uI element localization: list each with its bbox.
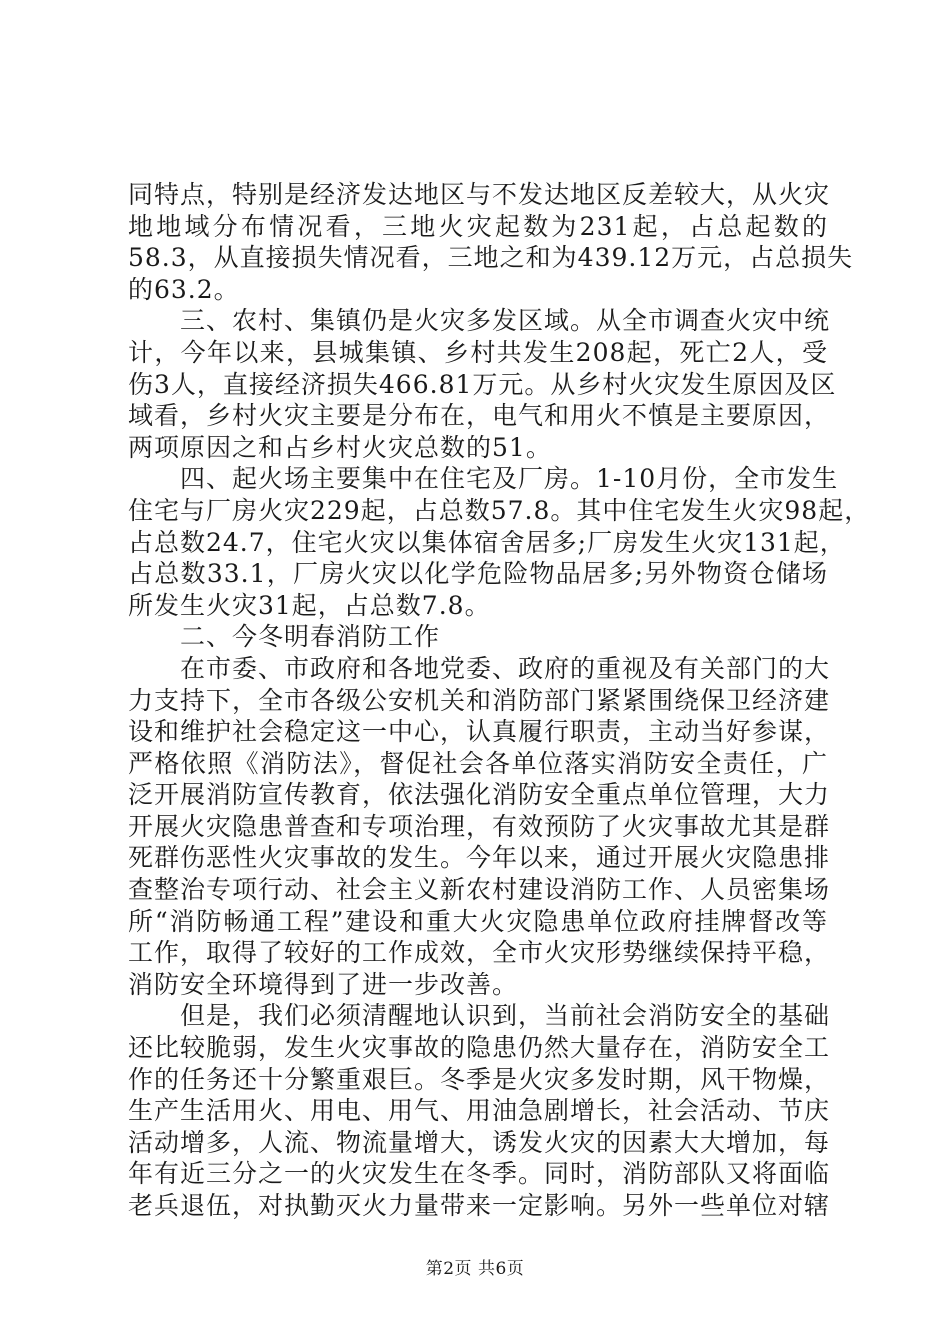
paragraph-p4 [128, 621, 828, 653]
text-line: 伤3人，直接经济损失466.81万元。从乡村火灾发生原因及区 [128, 369, 837, 399]
text-line: 力支持下，全市各级公安机关和消防部门紧紧围绕保卫经济建 [128, 685, 831, 715]
text-line: 查整治专项行动、社会主义新农村建设消防工作、人员密集场 [128, 875, 831, 905]
text-line: 泛开展消防宣传教育，依法强化消防安全重点单位管理，大力 [128, 780, 831, 810]
text-line: 消防安全环境得到了进一步改善。 [128, 969, 519, 999]
text-line: 设和维护社会稳定这一中心，认真履行职责，主动当好参谋， [128, 717, 831, 747]
text-line: 活动增多，人流、物流量增大，诱发火灾的因素大大增加，每 [128, 1127, 831, 1157]
text-line: 地地域分布情况看，三地火灾起数为231起，占总起数的 [128, 211, 828, 241]
text-line: 但是，我们必须清醒地认识到，当前社会消防安全的基础 [128, 1001, 831, 1031]
text-line: 住宅与厂房火灾229起，占总数57.8。其中住宅发生火灾98起， [128, 495, 871, 525]
text-line: 同特点，特别是经济发达地区与不发达地区反差较大，从火灾 [128, 180, 831, 209]
text-line: 占总数24.7，住宅火灾以集体宿舍居多;厂房发生火灾131起， [128, 527, 846, 557]
paragraph-p6 [128, 1000, 831, 1221]
paragraph-p1 [128, 179, 854, 305]
text-line: 在市委、市政府和各地党委、政府的重视及有关部门的大 [128, 653, 831, 683]
text-line: 所发生火灾31起，占总数7.8。 [128, 590, 491, 620]
text-line: 严格依照《消防法》，督促社会各单位落实消防安全责任，广 [128, 748, 828, 778]
text-line: 的63.2。 [128, 274, 240, 304]
text-line: 作的任务还十分繁重艰巨。冬季是火灾多发时期，风干物燥， [128, 1064, 831, 1094]
text-line: 四、起火场主要集中在住宅及厂房。1-10月份，全市发生 [128, 464, 839, 494]
text-line: 工作，取得了较好的工作成效，全市火灾形势继续保持平稳， [128, 938, 831, 968]
text-line: 二、今冬明春消防工作 [128, 622, 441, 652]
text-line: 生产生活用火、用电、用气、用油急剧增长，社会活动、节庆 [128, 1096, 831, 1126]
text-line: 58.3，从直接损失情况看，三地之和为439.12万元，占总损失 [128, 243, 854, 273]
text-line: 计，今年以来，县城集镇、乡村共发生208起，死亡2人，受 [128, 337, 828, 367]
text-line: 所“消防畅通工程”建设和重大火灾隐患单位政府挂牌督改等 [128, 906, 828, 936]
text-line: 域看，乡村火灾主要是分布在，电气和用火不慎是主要原因， [128, 401, 831, 431]
text-line: 年有近三分之一的火灾发生在冬季。同时，消防部队又将面临 [128, 1159, 831, 1189]
paragraph-p3 [128, 463, 871, 621]
text-line: 开展火灾隐患普查和专项治理，有效预防了火灾事故尤其是群 [128, 811, 831, 841]
text-line: 占总数33.1，厂房火灾以化学危险物品居多;另外物资仓储场 [128, 559, 828, 589]
text-line: 老兵退伍，对执勤灭火力量带来一定影响。另外一些单位对辖 [128, 1191, 831, 1220]
document-body [128, 179, 871, 1222]
paragraph-p2 [128, 305, 837, 463]
page-footer: 第2页 共6页 [425, 1259, 525, 1279]
text-line: 死群伤恶性火灾事故的发生。今年以来，通过开展火灾隐患排 [128, 843, 831, 873]
paragraph-p5 [128, 653, 831, 1001]
text-line: 两项原因之和占乡村火灾总数的51。 [128, 432, 552, 462]
text-line: 三、农村、集镇仍是火灾多发区域。从全市调查火灾中统 [128, 306, 831, 336]
text-line: 还比较脆弱，发生火灾事故的隐患仍然大量存在，消防安全工 [128, 1033, 831, 1063]
